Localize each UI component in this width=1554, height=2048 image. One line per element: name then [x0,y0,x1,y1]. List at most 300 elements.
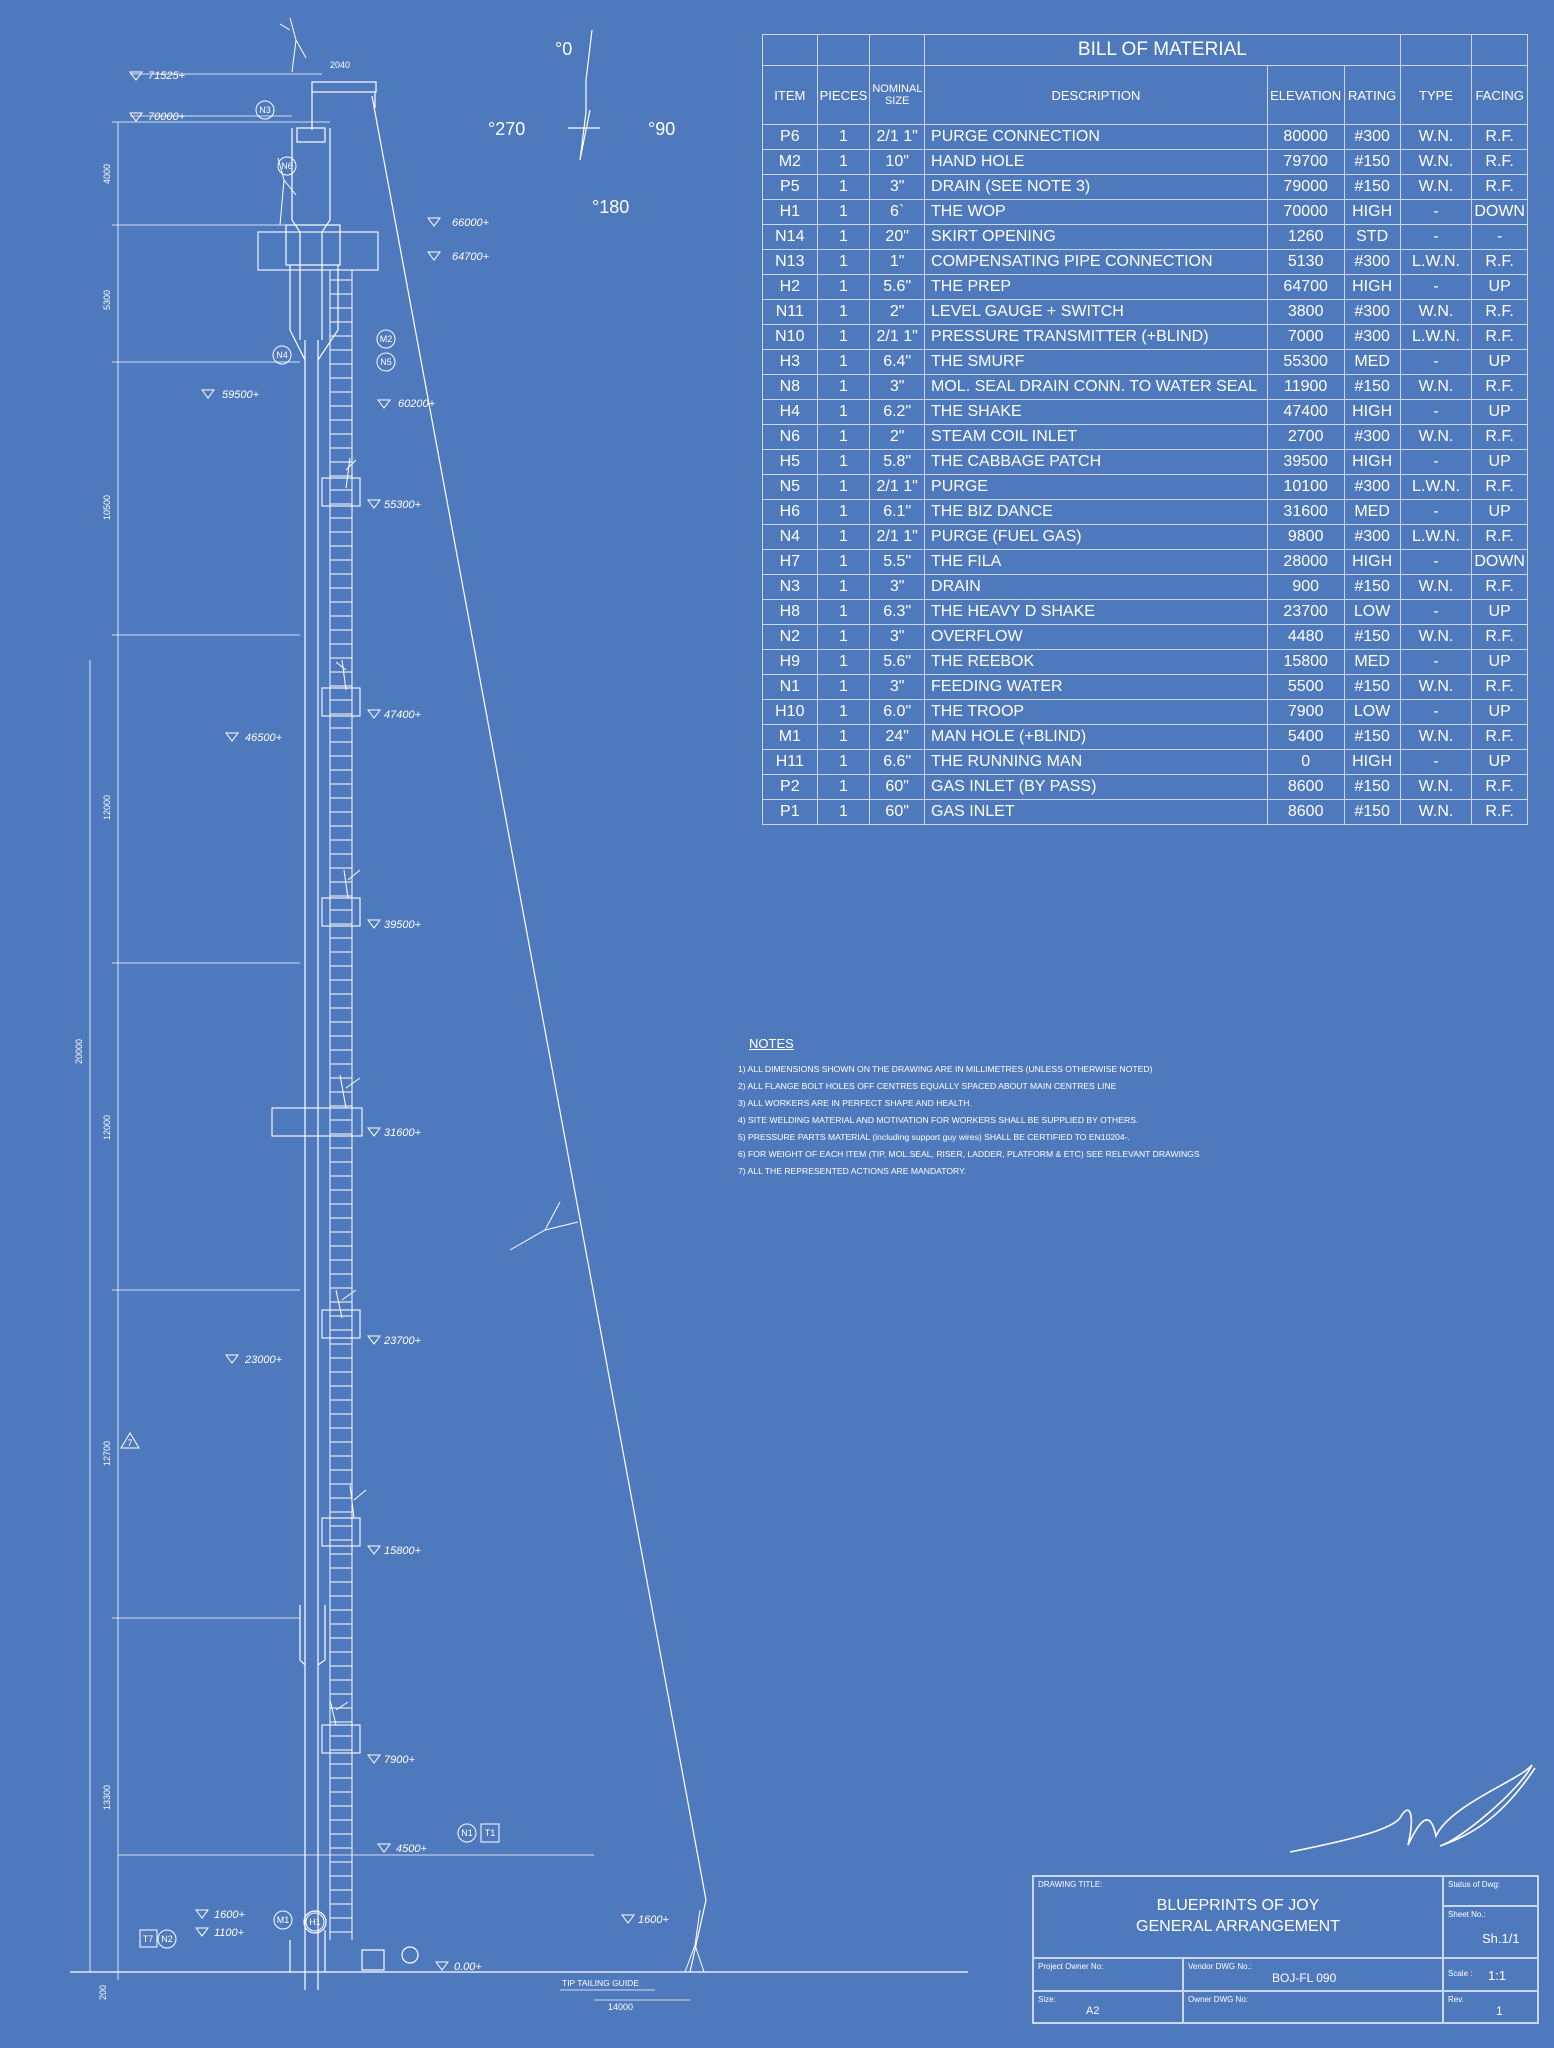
bom-elevation: 8600 [1267,800,1344,825]
bom-rating: HIGH [1344,275,1400,300]
project-owner-label: Project Owner No: [1038,1962,1104,1971]
bom-elevation: 55300 [1267,350,1344,375]
bom-nominal: 1" [870,250,925,275]
bom-type: W.N. [1400,150,1472,175]
bom-row [763,300,1528,325]
vendor-dwg-label: Vendor DWG No.: [1188,1962,1253,1971]
bom-row [763,400,1528,425]
bom-type: W.N. [1400,775,1472,800]
bom-row [763,175,1528,200]
bom-nominal: 2/1 1" [870,525,925,550]
bom-row [763,225,1528,250]
elev-flare-top: 70000+ [148,111,186,123]
bom-elevation: 5130 [1267,250,1344,275]
bom-nominal: 3" [870,175,925,200]
bom-facing: R.F. [1472,725,1528,750]
bom-description: GAS INLET [925,800,1268,825]
bom-nominal: 6.6" [870,750,925,775]
bom-row [763,575,1528,600]
bom-facing: UP [1472,275,1528,300]
bom-description: THE HEAVY D SHAKE [925,600,1268,625]
bom-item: H2 [763,275,818,300]
bom-facing: R.F. [1472,775,1528,800]
drawing-title [1034,1895,1442,1937]
bom-type: W.N. [1400,675,1472,700]
elev-39500: 39500+ [384,919,422,931]
bom-facing: R.F. [1472,575,1528,600]
bom-nominal: 2/1 1" [870,125,925,150]
bom-pieces: 1 [817,700,870,725]
bom-facing: UP [1472,750,1528,775]
note-item: 5) PRESSURE PARTS MATERIAL (including support guy wires) SHALL BE CERTIFIED TO EN10204-. [738,1132,1130,1142]
bom-facing: R.F. [1472,175,1528,200]
bom-nominal: 2/1 1" [870,475,925,500]
bom-description: MAN HOLE (+BLIND) [925,725,1268,750]
bom-pieces: 1 [817,225,870,250]
bom-facing: R.F. [1472,150,1528,175]
bom-description: THE SHAKE [925,400,1268,425]
bom-rating: #300 [1344,250,1400,275]
bom-nominal: 2/1 1" [870,325,925,350]
nozzle-n6: N6 [281,161,293,171]
bom-item: P6 [763,125,818,150]
sheet-label: Sheet No.: [1448,1910,1486,1919]
bom-header-nominal: NOMINAL SIZE [870,66,925,125]
bom-elevation: 39500 [1267,450,1344,475]
bom-nominal: 6.0" [870,700,925,725]
bom-facing: R.F. [1472,375,1528,400]
notes-heading: NOTES [749,1036,794,1051]
bom-item: H5 [763,450,818,475]
bom-item: N3 [763,575,818,600]
bom-nominal: 6.4" [870,350,925,375]
dim-4000: 4000 [102,163,112,184]
bom-rating: HIGH [1344,400,1400,425]
bom-header-description: DESCRIPTION [925,66,1268,125]
bom-description: STEAM COIL INLET [925,425,1268,450]
elev-1600: 1600+ [214,1909,245,1921]
bom-type: W.N. [1400,800,1472,825]
bom-description: THE SMURF [925,350,1268,375]
bom-row [763,625,1528,650]
bom-facing: UP [1472,400,1528,425]
bom-nominal: 6.1" [870,500,925,525]
status-cell [1443,1876,1538,1906]
bom-item: H4 [763,400,818,425]
bom-pieces: 1 [817,525,870,550]
bom-pieces: 1 [817,350,870,375]
owner-dwg-cell [1183,1991,1443,2023]
bom-item: M2 [763,150,818,175]
note-7-marker: 7 [127,1438,133,1448]
bom-rating: STD [1344,225,1400,250]
size-label: Size: [1038,1995,1056,2004]
nozzle-n1: N1 [461,1828,473,1838]
nozzle-m2: M2 [379,334,393,344]
bom-nominal: 3" [870,675,925,700]
bom-row [763,550,1528,575]
dim-200: 200 [98,1984,108,2000]
bom-type: W.N. [1400,375,1472,400]
elev-1100: 1100+ [214,1927,245,1939]
bom-type: - [1400,450,1472,475]
bom-row [763,650,1528,675]
bom-row [763,150,1528,175]
bom-header-facing: FACING [1472,66,1528,125]
bom-description: PURGE [925,475,1268,500]
bom-nominal: 5.6" [870,275,925,300]
bom-pieces: 1 [817,500,870,525]
bom-description: THE RUNNING MAN [925,750,1268,775]
bom-header-rating: RATING [1344,66,1400,125]
bom-description: COMPENSATING PIPE CONNECTION [925,250,1268,275]
bom-elevation: 0 [1267,750,1344,775]
bom-rating: #300 [1344,300,1400,325]
dim-12000b: 12000 [102,1114,112,1140]
bom-type: - [1400,500,1472,525]
compass-needle [568,30,600,160]
scale-label: Scale : [1448,1969,1473,1978]
size-value: A2 [1086,2005,1100,2017]
nozzle-n3: N3 [259,105,271,115]
bom-row [763,200,1528,225]
elev-66000: 66000+ [452,217,490,229]
bom-rating: #150 [1344,775,1400,800]
ladder [330,270,352,1940]
dim-12700: 12700 [102,1440,112,1466]
bom-pieces: 1 [817,775,870,800]
bom-nominal: 6.3" [870,600,925,625]
bom-type: - [1400,700,1472,725]
note-item: 7) ALL THE REPRESENTED ACTIONS ARE MANDATORY. [738,1166,967,1176]
bom-row [763,675,1528,700]
bom-facing: R.F. [1472,250,1528,275]
bom-row [763,525,1528,550]
bom-pieces: 1 [817,675,870,700]
bom-elevation: 900 [1267,575,1344,600]
bom-item: N2 [763,625,818,650]
bom-type: L.W.N. [1400,325,1472,350]
bom-rating: LOW [1344,700,1400,725]
bom-rating: #300 [1344,325,1400,350]
bom-pieces: 1 [817,175,870,200]
bom-rating: HIGH [1344,550,1400,575]
bom-header-type: TYPE [1400,66,1472,125]
bill-of-material-table [762,34,1528,825]
bom-elevation: 5500 [1267,675,1344,700]
bom-description: MOL. SEAL DRAIN CONN. TO WATER SEAL [925,375,1268,400]
bom-row [763,725,1528,750]
bom-elevation: 7000 [1267,325,1344,350]
bom-pieces: 1 [817,400,870,425]
bom-row [763,800,1528,825]
note-item: 1) ALL DIMENSIONS SHOWN ON THE DRAWING ARE IN MILLIMETRES (UNLESS OTHERWISE NOTED) [738,1064,1153,1074]
scale-value: 1:1 [1488,1968,1507,1983]
bom-row [763,275,1528,300]
dim-5300: 5300 [102,289,112,310]
vendor-dwg-cell [1183,1958,1443,1991]
elev-23000: 23000+ [245,1354,283,1366]
bom-item: H1 [763,200,818,225]
bom-item: H10 [763,700,818,725]
bom-facing: R.F. [1472,425,1528,450]
bom-elevation: 3800 [1267,300,1344,325]
elev-tip: 71525+ [148,70,186,82]
bom-row [763,450,1528,475]
bom-nominal: 60" [870,800,925,825]
bom-elevation: 9800 [1267,525,1344,550]
bom-pieces: 1 [817,250,870,275]
bom-rating: MED [1344,500,1400,525]
bom-elevation: 79700 [1267,150,1344,175]
bom-pieces: 1 [817,550,870,575]
bom-rating: #150 [1344,175,1400,200]
notes-section [738,1036,1258,1180]
bom-description: OVERFLOW [925,625,1268,650]
notes-list [738,1061,1258,1180]
bom-item: N6 [763,425,818,450]
bom-item: P2 [763,775,818,800]
bom-title: BILL OF MATERIAL [925,35,1401,66]
bom-nominal: 6` [870,200,925,225]
bom-row [763,600,1528,625]
scale-cell [1443,1958,1538,1991]
bom-row [763,125,1528,150]
nozzle-n5: N5 [380,357,392,367]
bom-elevation: 5400 [1267,725,1344,750]
elev-7900: 7900+ [384,1754,415,1766]
bom-facing: UP [1472,650,1528,675]
bom-rating: HIGH [1344,750,1400,775]
bom-elevation: 11900 [1267,375,1344,400]
bom-nominal: 60" [870,775,925,800]
bom-facing: R.F. [1472,675,1528,700]
elev-guy-1600: 1600+ [638,1914,669,1926]
bom-elevation: 28000 [1267,550,1344,575]
bom-description: FEEDING WATER [925,675,1268,700]
bom-item: P1 [763,800,818,825]
bom-type: L.W.N. [1400,250,1472,275]
project-owner-cell [1033,1958,1183,1991]
bom-nominal: 6.2" [870,400,925,425]
bom-nominal: 10" [870,150,925,175]
elev-4500: 4500+ [396,1843,427,1855]
bom-rating: #300 [1344,125,1400,150]
bom-pieces: 1 [817,450,870,475]
size-cell [1033,1991,1183,2023]
dim-10500: 10500 [102,494,112,520]
drawing-title-label: DRAWING TITLE: [1038,1880,1103,1889]
bom-rating: HIGH [1344,200,1400,225]
bom-facing: R.F. [1472,625,1528,650]
bom-item: H9 [763,650,818,675]
bom-facing: DOWN [1472,200,1528,225]
elev-46500: 46500+ [245,732,283,744]
bom-type: W.N. [1400,125,1472,150]
bom-item: H11 [763,750,818,775]
bom-rating: LOW [1344,600,1400,625]
bom-pieces: 1 [817,325,870,350]
bom-description: THE REEBOK [925,650,1268,675]
stack-shell [286,128,340,1990]
ladder-rungs [330,280,352,1932]
bom-rating: #150 [1344,725,1400,750]
nozzle-t7: T7 [142,1934,154,1944]
bom-nominal: 2" [870,300,925,325]
drawing-title-line2: GENERAL ARRANGEMENT [1136,1918,1340,1935]
bom-pieces: 1 [817,275,870,300]
elev-59500: 59500+ [222,389,260,401]
nozzle-n2: N2 [161,1934,173,1944]
bom-header-pieces: PIECES [817,66,870,125]
bom-elevation: 8600 [1267,775,1344,800]
dim-14000: 14000 [608,2002,634,2012]
bom-description: PURGE CONNECTION [925,125,1268,150]
bom-elevation: 64700 [1267,275,1344,300]
bom-pieces: 1 [817,800,870,825]
bom-type: W.N. [1400,300,1472,325]
bom-facing: - [1472,225,1528,250]
bom-item: N4 [763,525,818,550]
bom-nominal: 5.6" [870,650,925,675]
bom-row [763,775,1528,800]
bom-nominal: 2" [870,425,925,450]
bom-rating: #300 [1344,525,1400,550]
bom-item: P5 [763,175,818,200]
bom-rating: MED [1344,650,1400,675]
bom-rows [763,125,1528,825]
bom-nominal: 3" [870,575,925,600]
bom-item: N8 [763,375,818,400]
bom-item: N13 [763,250,818,275]
bom-type: - [1400,275,1472,300]
bom-pieces: 1 [817,300,870,325]
bom-item: H6 [763,500,818,525]
note-item: 2) ALL FLANGE BOLT HOLES OFF CENTRES EQUALLY SPACED ABOUT MAIN CENTRES LINE [738,1081,1117,1091]
elev-15800: 15800+ [384,1545,422,1557]
sheet-cell [1443,1906,1538,1958]
bom-facing: R.F. [1472,325,1528,350]
bom-type: W.N. [1400,425,1472,450]
bom-rating: HIGH [1344,450,1400,475]
bom-description: PURGE (FUEL GAS) [925,525,1268,550]
rev-value: 1 [1496,2004,1503,2018]
bom-nominal: 24" [870,725,925,750]
bom-pieces: 1 [817,425,870,450]
bom-rating: #300 [1344,425,1400,450]
dim-13300: 13300 [102,1784,112,1810]
bom-pieces: 1 [817,750,870,775]
bom-nominal: 3" [870,625,925,650]
bom-description: THE BIZ DANCE [925,500,1268,525]
compass-west: °270 [488,119,526,139]
bom-row [763,700,1528,725]
tip-boom [312,82,376,92]
bom-elevation: 31600 [1267,500,1344,525]
bom-item: H7 [763,550,818,575]
bom-pieces: 1 [817,150,870,175]
bom-item: N10 [763,325,818,350]
bom-pieces: 1 [817,125,870,150]
bom-description: DRAIN (SEE NOTE 3) [925,175,1268,200]
compass-north: °0 [555,39,573,59]
bom-nominal: 3" [870,375,925,400]
tip-tailing-guide-label: TIP TAILING GUIDE [562,1978,639,1988]
bom-pieces: 1 [817,375,870,400]
sheet-value: Sh.1/1 [1482,1931,1520,1946]
bom-facing: UP [1472,500,1528,525]
bom-pieces: 1 [817,475,870,500]
title-block [1032,1875,1539,2024]
vendor-dwg-value: BOJ-FL 090 [1272,1971,1337,1985]
bom-type: - [1400,200,1472,225]
bom-row [763,475,1528,500]
bom-type: - [1400,750,1472,775]
bom-facing: R.F. [1472,125,1528,150]
drawing-title-cell [1033,1876,1443,1958]
bom-description: GAS INLET (BY PASS) [925,775,1268,800]
bom-rating: #150 [1344,575,1400,600]
bom-pieces: 1 [817,575,870,600]
bom-pieces: 1 [817,625,870,650]
nozzle-t1: T1 [484,1828,496,1838]
bom-description: DRAIN [925,575,1268,600]
elev-64700: 64700+ [452,251,490,263]
bom-rating: MED [1344,350,1400,375]
bom-elevation: 10100 [1267,475,1344,500]
bom-description: HAND HOLE [925,150,1268,175]
bom-elevation: 7900 [1267,700,1344,725]
bom-pieces: 1 [817,600,870,625]
bom-row [763,250,1528,275]
worker-figures [278,18,704,1972]
elev-60200: 60200+ [398,398,436,410]
bom-item: N11 [763,300,818,325]
bom-elevation: 70000 [1267,200,1344,225]
dim-2040: 2040 [330,60,351,70]
bom-facing: UP [1472,700,1528,725]
bom-item: N1 [763,675,818,700]
bom-elevation: 23700 [1267,600,1344,625]
note-item: 6) FOR WEIGHT OF EACH ITEM (TIP, MOL.SEAL, RISER, LADDER, PLATFORM & ETC) SEE RELEVANT DRAWINGS [738,1149,1200,1159]
bom-row [763,350,1528,375]
bom-type: - [1400,550,1472,575]
bom-elevation: 47400 [1267,400,1344,425]
owner-dwg-label: Owner DWG No: [1188,1995,1249,2004]
bom-type: W.N. [1400,725,1472,750]
bom-description: THE CABBAGE PATCH [925,450,1268,475]
bom-row [763,425,1528,450]
bom-type: L.W.N. [1400,475,1472,500]
bom-facing: DOWN [1472,550,1528,575]
bom-type: L.W.N. [1400,525,1472,550]
bom-row [763,325,1528,350]
bom-type: W.N. [1400,575,1472,600]
bom-facing: UP [1472,600,1528,625]
bom-facing: R.F. [1472,300,1528,325]
rev-cell [1443,1991,1538,2023]
bom-rating: #150 [1344,375,1400,400]
bom-rating: #300 [1344,475,1400,500]
rev-label: Rev. [1448,1995,1464,2004]
bom-elevation: 2700 [1267,425,1344,450]
bom-description: SKIRT OPENING [925,225,1268,250]
bom-facing: R.F. [1472,525,1528,550]
bom-item: N5 [763,475,818,500]
bom-nominal: 5.8" [870,450,925,475]
bom-nominal: 5.5" [870,550,925,575]
bom-header-elevation: ELEVATION [1267,66,1344,125]
